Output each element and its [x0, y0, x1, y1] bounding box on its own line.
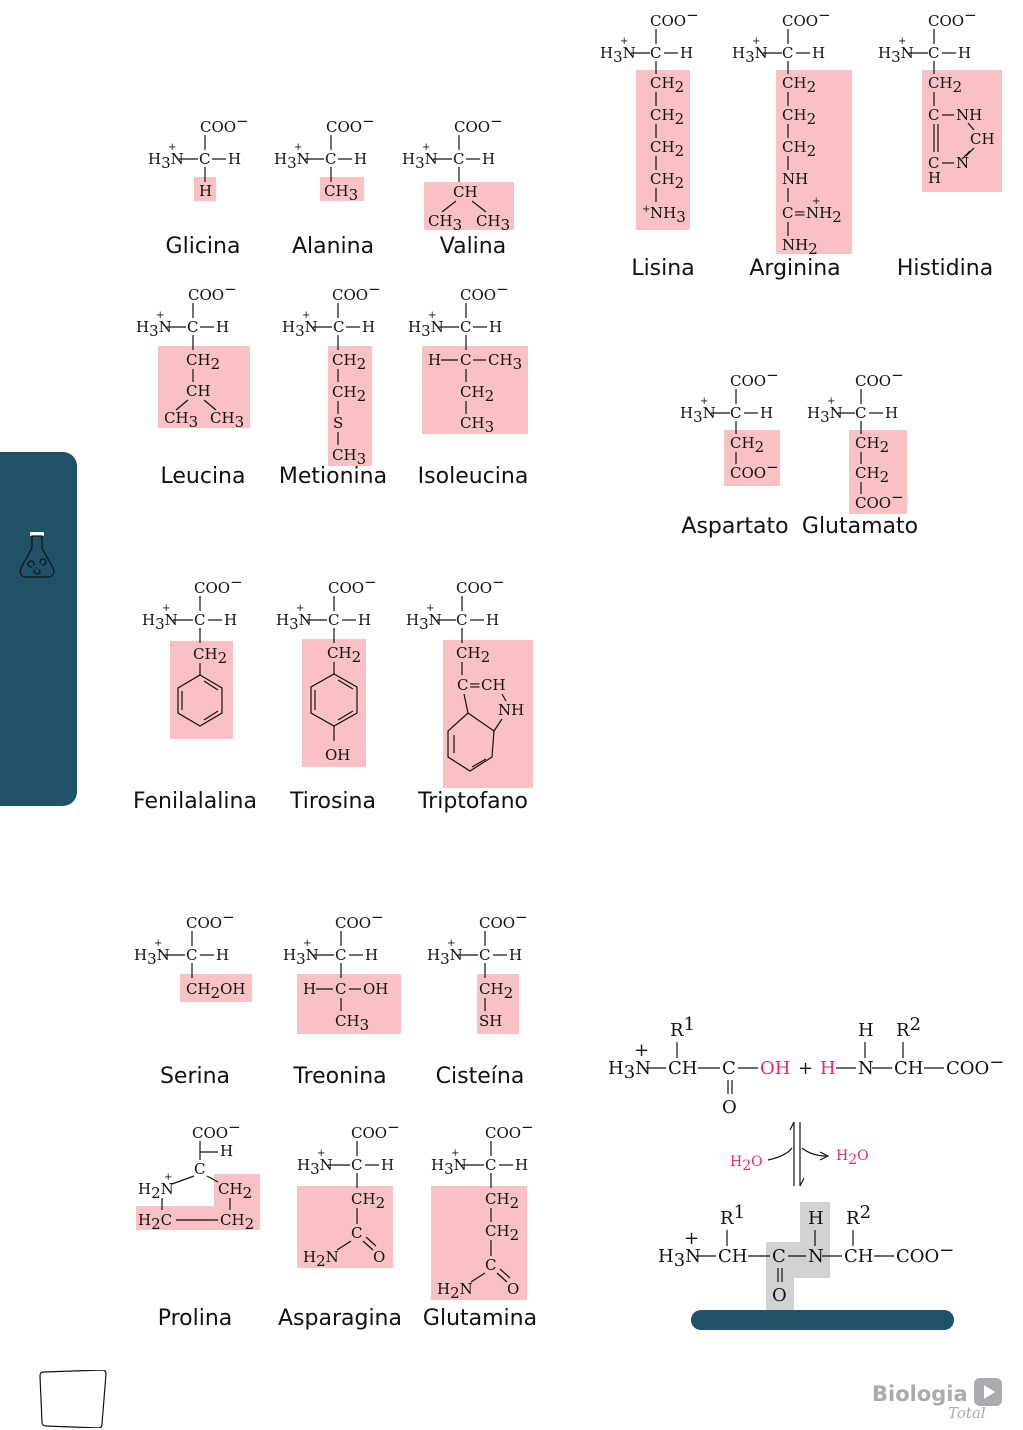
- svg-text:COO−: COO−: [460, 280, 509, 304]
- svg-text:CH: CH: [970, 130, 995, 148]
- svg-text:OH: OH: [325, 746, 351, 764]
- svg-text:C: C: [187, 318, 199, 336]
- svg-text:+: +: [898, 36, 907, 47]
- svg-text:H3N: H3N: [600, 44, 636, 66]
- svg-text:COO−: COO−: [855, 488, 904, 512]
- name-glicina: Glicina: [165, 234, 241, 259]
- svg-text:C: C: [460, 318, 472, 336]
- svg-text:COO−: COO−: [326, 112, 375, 136]
- svg-text:COO−: COO−: [456, 573, 505, 597]
- svg-text:H: H: [808, 1208, 824, 1229]
- amino-acid-valina: [398, 112, 548, 259]
- svg-text:H2C: H2C: [138, 1211, 173, 1233]
- svg-text:H: H: [228, 150, 242, 168]
- svg-text:CH: CH: [668, 1058, 698, 1079]
- amino-acid-lisina: [588, 6, 738, 281]
- svg-text:N: N: [858, 1058, 874, 1079]
- svg-text:C: C: [485, 1156, 497, 1174]
- svg-text:CH2: CH2: [782, 74, 817, 96]
- svg-text:OH: OH: [760, 1058, 791, 1079]
- svg-text:+: +: [812, 196, 821, 207]
- svg-text:COO−: COO−: [730, 366, 779, 390]
- svg-text:H: H: [509, 946, 523, 964]
- svg-text:+: +: [827, 396, 836, 407]
- svg-text:H: H: [812, 44, 826, 62]
- name-treonina: Treonina: [293, 1064, 387, 1089]
- amino-acid-histidina: [870, 6, 1020, 281]
- svg-text:H: H: [858, 1020, 874, 1041]
- amino-acid-triptofano: [398, 573, 548, 814]
- svg-text:+: +: [447, 938, 456, 949]
- svg-text:CH2: CH2: [730, 434, 765, 456]
- caption-bar: [691, 1310, 954, 1330]
- svg-text:+: +: [620, 36, 629, 47]
- svg-text:S: S: [333, 414, 344, 432]
- name-glutamina: Glutamina: [422, 1306, 538, 1331]
- svg-text:CH3: CH3: [488, 351, 523, 373]
- svg-text:COO−: COO−: [730, 458, 779, 482]
- svg-text:O: O: [507, 1280, 520, 1298]
- svg-text:R2: R2: [846, 1202, 872, 1229]
- svg-text:H3N: H3N: [276, 611, 312, 633]
- svg-text:C: C: [194, 611, 206, 629]
- amino-acid-cisteina: [405, 908, 555, 1089]
- svg-text:H: H: [928, 169, 942, 187]
- svg-text:C: C: [928, 44, 940, 62]
- name-histidina: Histidina: [896, 256, 994, 281]
- svg-text:H3N: H3N: [402, 150, 438, 172]
- svg-text:SH: SH: [479, 1012, 503, 1030]
- peptide-bond-reaction: [600, 1010, 1010, 1310]
- svg-text:H3N: H3N: [148, 150, 184, 172]
- svg-text:C: C: [333, 318, 345, 336]
- svg-text:O: O: [373, 1248, 386, 1266]
- svg-text:+: +: [451, 1148, 460, 1159]
- svg-text:COO−: COO−: [928, 6, 977, 30]
- svg-text:H: H: [486, 611, 500, 629]
- svg-text:H3N: H3N: [658, 1246, 701, 1271]
- svg-text:NH: NH: [956, 106, 983, 124]
- svg-text:+: +: [422, 142, 431, 153]
- svg-text:CH2: CH2: [650, 170, 685, 192]
- svg-text:CH3: CH3: [476, 212, 511, 234]
- svg-text:H: H: [365, 946, 379, 964]
- svg-text:C: C: [782, 44, 794, 62]
- svg-text:+: +: [164, 1172, 173, 1183]
- page-number-badge: [36, 1370, 108, 1428]
- amino-acid-treonina: [265, 908, 415, 1089]
- svg-text:CH2: CH2: [855, 464, 890, 486]
- amino-acid-fenilalalina: [120, 573, 270, 814]
- svg-text:O: O: [772, 1285, 787, 1306]
- svg-text:+: +: [303, 938, 312, 949]
- svg-text:H3N: H3N: [408, 318, 444, 340]
- svg-text:CH2: CH2: [456, 644, 491, 666]
- name-aspartato: Aspartato: [681, 514, 789, 539]
- svg-text:H3N: H3N: [282, 318, 318, 340]
- svg-text:NH: NH: [782, 170, 809, 188]
- svg-text:H: H: [224, 611, 238, 629]
- svg-text:COO−: COO−: [328, 573, 377, 597]
- svg-text:R1: R1: [670, 1014, 696, 1041]
- svg-text:C: C: [335, 946, 347, 964]
- svg-text:H3N: H3N: [431, 1156, 467, 1178]
- svg-text:H2N: H2N: [138, 1180, 174, 1202]
- svg-text:CH2: CH2: [351, 1190, 386, 1212]
- svg-text:CH2: CH2: [218, 1180, 253, 1202]
- svg-text:CH2: CH2: [332, 383, 367, 405]
- svg-text:CH3: CH3: [324, 182, 359, 204]
- svg-text:C: C: [928, 106, 940, 124]
- svg-text:C: C: [186, 946, 198, 964]
- svg-text:CH2: CH2: [650, 106, 685, 128]
- svg-text:COO−: COO−: [650, 6, 699, 30]
- svg-text:C: C: [325, 150, 337, 168]
- svg-text:COO−: COO−: [192, 1118, 241, 1142]
- svg-text:CH2: CH2: [332, 351, 367, 373]
- svg-text:C: C: [460, 351, 472, 369]
- svg-text:C: C: [456, 611, 468, 629]
- svg-text:H3N: H3N: [878, 44, 914, 66]
- svg-text:COO−: COO−: [485, 1118, 534, 1142]
- svg-text:H3N: H3N: [807, 404, 843, 426]
- svg-text:H: H: [216, 946, 230, 964]
- svg-text:+: +: [317, 1148, 326, 1159]
- svg-text:C: C: [351, 1224, 363, 1242]
- svg-text:CH: CH: [453, 183, 478, 201]
- svg-text:C: C: [199, 150, 211, 168]
- svg-text:NH: NH: [498, 701, 525, 719]
- logo-main-text: Biologia: [872, 1382, 968, 1406]
- svg-text:C=CH: C=CH: [457, 676, 506, 694]
- svg-text:C: C: [485, 1256, 497, 1274]
- amino-acid-asparagina: [265, 1118, 415, 1331]
- svg-text:H: H: [354, 150, 368, 168]
- svg-text:H: H: [220, 1142, 234, 1160]
- svg-text:C: C: [335, 980, 347, 998]
- amino-acid-arginina: [720, 6, 870, 281]
- svg-text:+: +: [634, 1040, 650, 1061]
- svg-text:CH3: CH3: [428, 212, 463, 234]
- svg-text:H: H: [958, 44, 972, 62]
- svg-text:CH2: CH2: [220, 1211, 255, 1233]
- svg-text:H3N: H3N: [297, 1156, 333, 1178]
- svg-text:CH2: CH2: [186, 351, 221, 373]
- svg-text:+: +: [428, 310, 437, 321]
- svg-text:H3N: H3N: [427, 946, 463, 968]
- name-valina: Valina: [439, 234, 507, 259]
- name-isoleucina: Isoleucina: [417, 464, 529, 489]
- amino-acid-glutamina: [405, 1118, 555, 1331]
- svg-text:CH2: CH2: [928, 74, 963, 96]
- svg-text:H2O: H2O: [836, 1148, 869, 1168]
- amino-acid-metionina: [258, 280, 408, 489]
- svg-text:H: H: [515, 1156, 529, 1174]
- svg-text:C: C: [194, 1160, 206, 1178]
- svg-text:H: H: [820, 1058, 836, 1079]
- svg-text:+: +: [294, 142, 303, 153]
- svg-text:+: +: [752, 36, 761, 47]
- name-leucina: Leucina: [160, 464, 246, 489]
- svg-text:CH2: CH2: [650, 138, 685, 160]
- svg-text:H: H: [303, 980, 317, 998]
- amino-acid-prolina: [120, 1118, 270, 1331]
- svg-text:H2O: H2O: [730, 1154, 763, 1174]
- name-tirosina: Tirosina: [290, 789, 376, 814]
- svg-text:C: C: [351, 1156, 363, 1174]
- svg-text:COO−: COO−: [332, 280, 381, 304]
- name-fenilalalina: Fenilalalina: [133, 789, 257, 814]
- svg-text:R1: R1: [720, 1202, 746, 1229]
- side-tab: [0, 452, 77, 806]
- svg-text:COO−: COO−: [855, 366, 904, 390]
- svg-text:COO−: COO−: [454, 112, 503, 136]
- svg-text:H: H: [489, 318, 503, 336]
- svg-text:+: +: [302, 310, 311, 321]
- svg-text:CH3: CH3: [164, 409, 199, 431]
- svg-text:+: +: [700, 396, 709, 407]
- name-cisteina: Cisteína: [435, 1064, 525, 1089]
- svg-text:H2N: H2N: [437, 1280, 473, 1302]
- svg-text:C=NH2: C=NH2: [782, 204, 842, 226]
- svg-text:COO−: COO−: [194, 573, 243, 597]
- svg-text:CH2: CH2: [327, 644, 362, 666]
- name-metionina: Metionina: [278, 464, 388, 489]
- svg-text:H: H: [760, 404, 774, 422]
- svg-text:H: H: [358, 611, 372, 629]
- svg-text:H: H: [482, 150, 496, 168]
- svg-text:H2N: H2N: [303, 1248, 339, 1270]
- svg-text:H3N: H3N: [732, 44, 768, 66]
- svg-text:+: +: [154, 938, 163, 949]
- svg-text:+: +: [162, 603, 171, 614]
- svg-text:CH3: CH3: [332, 446, 367, 468]
- name-arginina: Arginina: [749, 256, 841, 281]
- svg-text:H: H: [428, 351, 442, 369]
- svg-text:C: C: [722, 1058, 736, 1079]
- svg-text:CH2: CH2: [782, 138, 817, 160]
- svg-text:CH2: CH2: [193, 645, 228, 667]
- svg-text:C: C: [328, 611, 340, 629]
- name-triptofano: Triptofano: [417, 789, 529, 814]
- svg-text:C: C: [650, 44, 662, 62]
- svg-text:CH: CH: [894, 1058, 924, 1079]
- svg-text:H3N: H3N: [680, 404, 716, 426]
- amino-acid-alanina: [258, 112, 408, 259]
- svg-text:H: H: [216, 318, 230, 336]
- svg-text:C: C: [479, 946, 491, 964]
- amino-acid-leucina: [128, 280, 278, 489]
- svg-text:H: H: [381, 1156, 395, 1174]
- svg-text:H3N: H3N: [142, 611, 178, 633]
- svg-text:H3N: H3N: [274, 150, 310, 172]
- svg-text:CH: CH: [718, 1246, 748, 1267]
- amino-acid-tirosina: [258, 573, 408, 814]
- svg-text:CH: CH: [186, 382, 211, 400]
- svg-text:C: C: [772, 1246, 786, 1267]
- name-glutamato: Glutamato: [801, 514, 919, 539]
- flask-icon: [16, 530, 58, 580]
- svg-text:H3N: H3N: [136, 318, 172, 340]
- svg-text:H: H: [885, 404, 899, 422]
- name-lisina: Lisina: [631, 256, 695, 281]
- svg-text:NH3: NH3: [650, 204, 686, 226]
- svg-text:H3N: H3N: [134, 946, 170, 968]
- svg-text:CH3: CH3: [210, 409, 245, 431]
- svg-text:+: +: [642, 204, 651, 215]
- svg-text:COO−: COO−: [200, 112, 249, 136]
- name-prolina: Prolina: [157, 1306, 233, 1331]
- biologia-total-logo: [870, 1378, 1006, 1426]
- svg-text:CH2: CH2: [485, 1190, 520, 1212]
- svg-text:C: C: [730, 404, 742, 422]
- svg-text:CH2: CH2: [479, 980, 514, 1002]
- svg-text:+: +: [798, 1058, 814, 1079]
- svg-text:H3N: H3N: [283, 946, 319, 968]
- svg-text:N: N: [956, 154, 970, 172]
- svg-text:H: H: [680, 44, 694, 62]
- svg-text:OH: OH: [363, 980, 389, 998]
- play-icon: [974, 1378, 1002, 1406]
- svg-text:CH: CH: [844, 1246, 874, 1267]
- svg-text:COO−: COO−: [479, 908, 528, 932]
- svg-text:+: +: [156, 310, 165, 321]
- amino-acid-serina: [120, 908, 270, 1089]
- svg-text:COO−: COO−: [946, 1052, 1005, 1079]
- svg-text:C: C: [855, 404, 867, 422]
- svg-text:+: +: [168, 142, 177, 153]
- svg-text:CH2OH: CH2OH: [186, 980, 246, 1002]
- svg-text:H3N: H3N: [608, 1058, 651, 1083]
- svg-text:+: +: [426, 603, 435, 614]
- svg-text:COO−: COO−: [186, 908, 235, 932]
- svg-text:R2: R2: [896, 1014, 922, 1041]
- logo-sub-text: Total: [948, 1404, 986, 1422]
- svg-text:H: H: [199, 182, 213, 200]
- name-serina: Serina: [159, 1064, 231, 1089]
- svg-text:CH2: CH2: [485, 1222, 520, 1244]
- svg-text:CH3: CH3: [335, 1012, 370, 1034]
- svg-text:+: +: [684, 1228, 700, 1249]
- svg-text:CH2: CH2: [855, 434, 890, 456]
- amino-acid-glutamato: [785, 366, 935, 539]
- svg-text:COO−: COO−: [351, 1118, 400, 1142]
- svg-text:COO−: COO−: [188, 280, 237, 304]
- svg-text:N: N: [808, 1246, 824, 1267]
- svg-text:COO−: COO−: [335, 908, 384, 932]
- svg-text:COO−: COO−: [896, 1240, 955, 1267]
- svg-text:H: H: [362, 318, 376, 336]
- svg-text:CH2: CH2: [782, 106, 817, 128]
- name-alanina: Alanina: [291, 234, 375, 259]
- svg-text:+: +: [296, 603, 305, 614]
- name-asparagina: Asparagina: [278, 1306, 402, 1331]
- svg-text:CH3: CH3: [460, 414, 495, 436]
- svg-text:C: C: [928, 154, 940, 172]
- svg-text:O: O: [722, 1097, 737, 1118]
- amino-acid-glicina: [128, 112, 278, 259]
- svg-text:NH2: NH2: [782, 236, 818, 258]
- svg-text:H3N: H3N: [406, 611, 442, 633]
- amino-acid-isoleucina: [398, 280, 548, 489]
- svg-text:COO−: COO−: [782, 6, 831, 30]
- svg-text:C: C: [453, 150, 465, 168]
- svg-text:CH2: CH2: [650, 74, 685, 96]
- svg-text:CH2: CH2: [460, 383, 495, 405]
